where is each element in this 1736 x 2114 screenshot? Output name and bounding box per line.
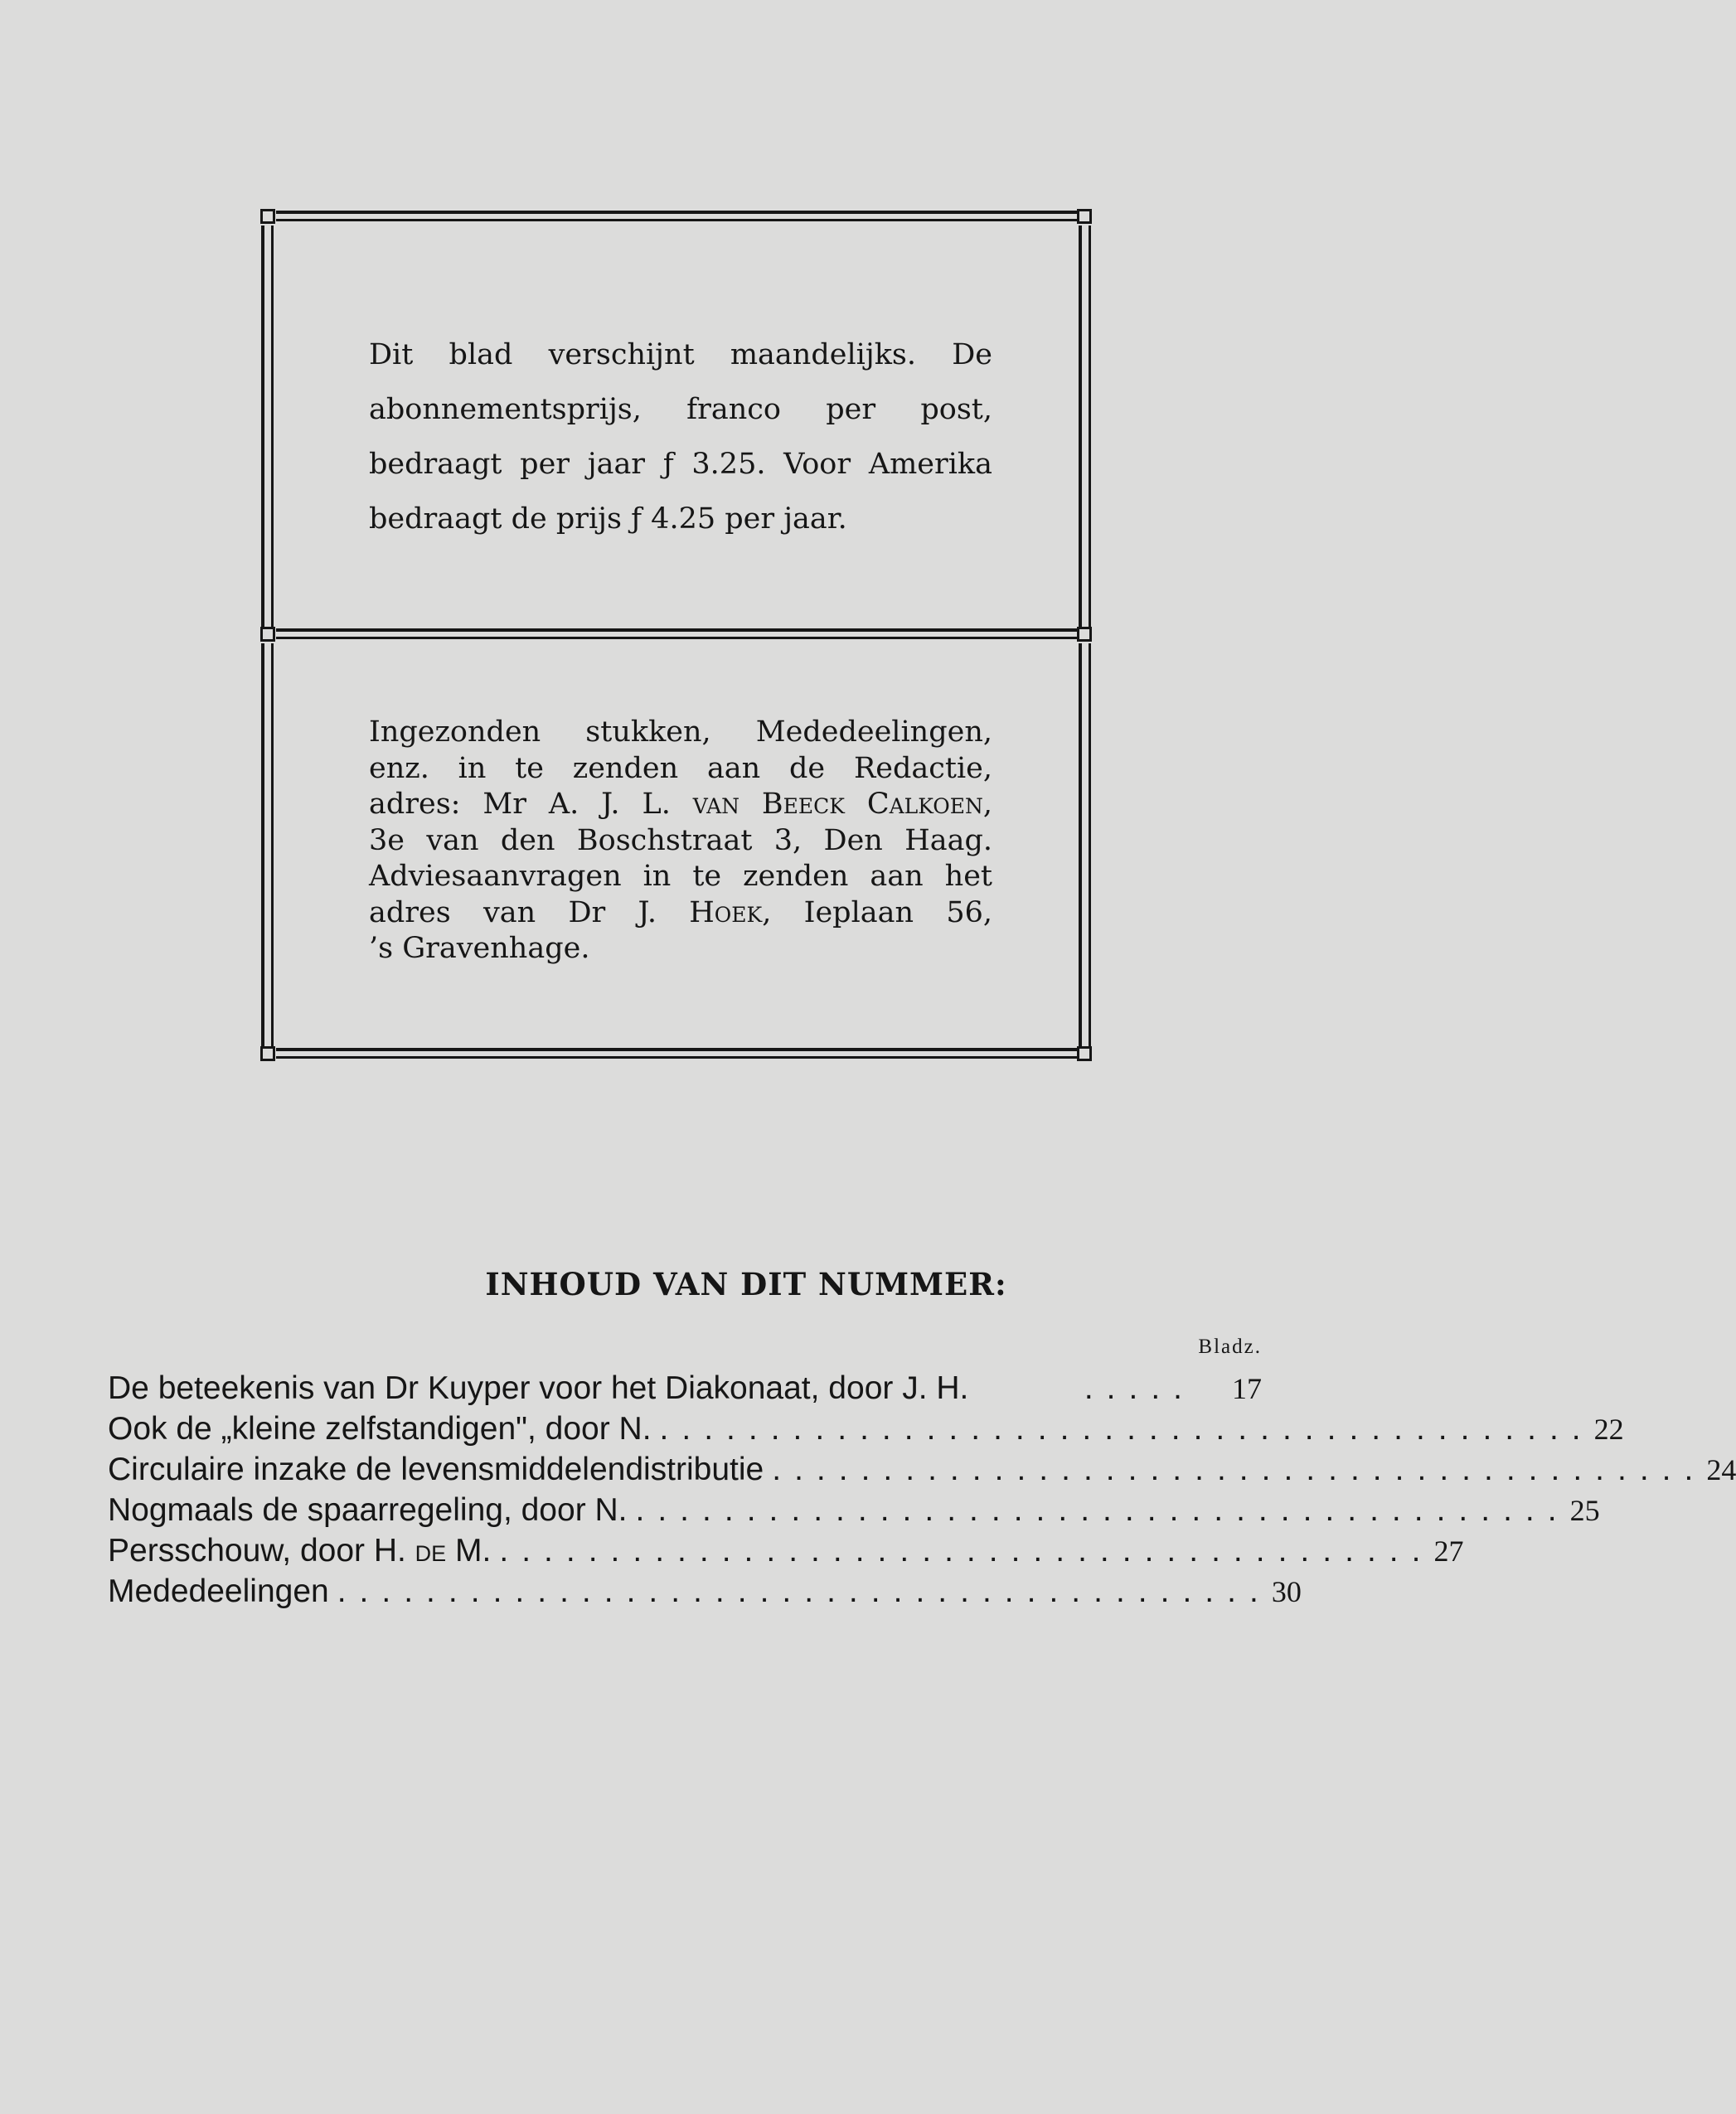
subscription-line: abonnementsprijs, franco per post, <box>369 393 992 426</box>
frame-left-rule-upper <box>261 225 274 628</box>
corner-ornament-icon <box>260 1046 275 1061</box>
editorial-text: adres van Dr J. <box>369 895 690 929</box>
contents-entry[interactable] <box>108 1533 1464 1573</box>
editorial-text: Ieplaan 56, <box>771 895 993 929</box>
corner-ornament-icon <box>1077 209 1092 224</box>
subscription-line: bedraagt per jaar ƒ 3.25. Voor Amerika <box>369 448 992 481</box>
leader-dots: .......................................... <box>499 1533 1434 1569</box>
contents-entry[interactable] <box>108 1492 1600 1533</box>
leader-dots: .......................................... <box>772 1452 1707 1487</box>
contents-entry[interactable] <box>108 1452 1736 1492</box>
editorial-line: 3e van den Boschstraat 3, Den Haag. <box>369 823 992 857</box>
corner-ornament-icon <box>1077 627 1092 642</box>
editorial-notice <box>369 715 992 967</box>
frame-right-rule-lower <box>1079 643 1091 1048</box>
entry-title: Circulaire inzake de levensmiddelendistributie <box>108 1452 764 1487</box>
frame-left-rule-lower <box>261 643 274 1048</box>
entry-title <box>108 1533 491 1569</box>
entry-title: De beteekenis van Dr Kuyper voor het Diakonaat, door J. H. <box>108 1370 969 1406</box>
subscription-line: Dit blad verschijnt maandelijks. De <box>369 338 992 371</box>
leader-dots: .......................................... <box>635 1492 1570 1528</box>
corner-ornament-icon <box>1077 1046 1092 1061</box>
contents-list <box>108 1370 1736 1614</box>
corner-ornament-icon <box>260 209 275 224</box>
entry-title: Nogmaals de spaarregeling, door N. <box>108 1492 628 1528</box>
leader-dots: .......................................... <box>337 1573 1272 1609</box>
frame-top-rule <box>276 211 1089 221</box>
frame-bottom-rule <box>276 1048 1089 1059</box>
contents-title: INHOUD VAN DIT NUMMER: <box>485 1266 1007 1302</box>
entry-title-text: M. <box>446 1533 492 1569</box>
page-column-header: Bladz. <box>1198 1336 1262 1358</box>
entry-title: Mededeelingen <box>108 1573 329 1609</box>
entry-title-smallcaps: de <box>415 1533 447 1569</box>
entry-page: 25 <box>1569 1494 1600 1527</box>
subscription-line: bedraagt de prijs ƒ 4.25 per jaar. <box>369 502 847 536</box>
entry-page: 27 <box>1433 1535 1464 1568</box>
entry-page: 30 <box>1271 1575 1302 1608</box>
leader-dots: ..... <box>1084 1370 1195 1406</box>
entry-title-text: Persschouw, door H. <box>108 1533 415 1569</box>
editorial-line: ’s Gravenhage. <box>369 932 590 965</box>
entry-page: 22 <box>1593 1413 1624 1446</box>
editorial-line: enz. in te zenden aan de Redactie, <box>369 751 992 785</box>
advisor-name: Hoek, <box>689 895 772 929</box>
contents-entry[interactable] <box>108 1370 1262 1411</box>
contents-entry[interactable] <box>108 1411 1624 1452</box>
leader-dots: .......................................... <box>659 1411 1594 1447</box>
corner-ornament-icon <box>260 627 275 642</box>
editorial-text: adres: Mr A. J. L. <box>369 788 693 821</box>
entry-title: Ook de „kleine zelfstandigen", door N. <box>108 1411 652 1447</box>
editorial-line: Adviesaanvragen in te zenden aan het <box>369 860 992 893</box>
editor-name: van Beeck Calkoen, <box>692 788 993 821</box>
frame-middle-rule <box>276 628 1089 639</box>
editorial-advice-line <box>369 895 992 932</box>
entry-page: 17 <box>1232 1372 1262 1405</box>
frame-right-rule-upper <box>1079 225 1091 628</box>
contents-entry[interactable] <box>108 1573 1302 1614</box>
entry-page: 24 <box>1706 1453 1736 1486</box>
editorial-line: Ingezonden stukken, Mededeelingen, <box>369 715 992 749</box>
editorial-address-line <box>369 787 992 823</box>
subscription-notice <box>369 327 992 546</box>
